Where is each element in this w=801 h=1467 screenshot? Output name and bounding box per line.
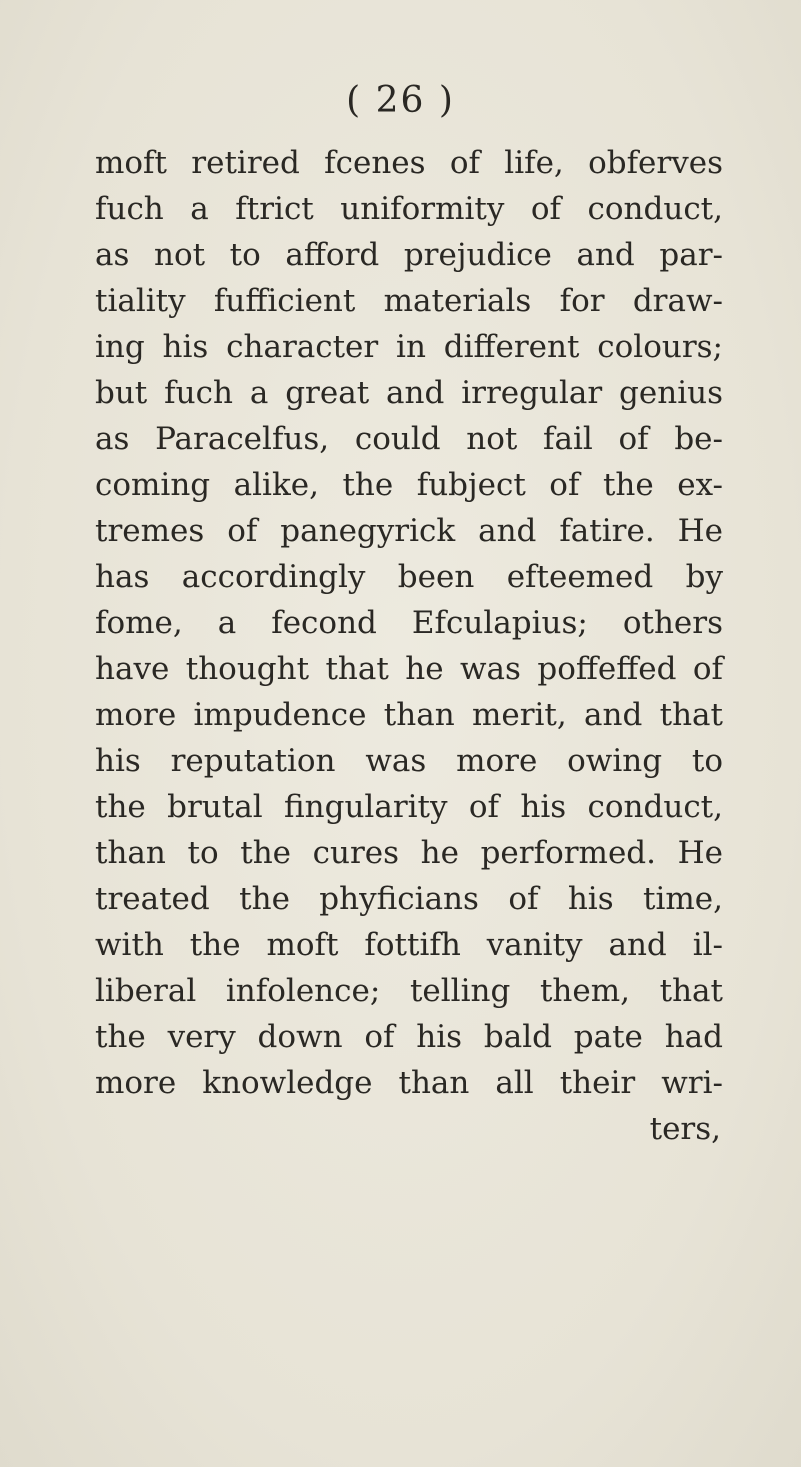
text-line: have thought that he was poffeffed of bbox=[95, 651, 723, 687]
text-line: his reputation was more owing to bbox=[95, 743, 723, 779]
text-line: tremes of panegyrick and fatire. He bbox=[95, 513, 723, 549]
text-line: coming alike, the fubject of the ex- bbox=[95, 467, 723, 503]
text-line: as Paracelfus, could not fail of be- bbox=[95, 421, 723, 457]
text-line: has accordingly been efteemed by bbox=[95, 559, 723, 595]
text-line: fuch a ftrict uniformity of conduct, bbox=[95, 191, 723, 227]
text-line: but fuch a great and irregular genius bbox=[95, 375, 723, 411]
text-line: with the moft fottifh vanity and il- bbox=[95, 927, 723, 963]
text-line: the very down of his bald pate had bbox=[95, 1019, 723, 1055]
text-line: as not to afford prejudice and par- bbox=[95, 237, 723, 273]
text-line: liberal infolence; telling them, that bbox=[95, 973, 723, 1009]
text-line: more knowledge than all their wri- bbox=[95, 1065, 723, 1101]
text-line: treated the phyficians of his time, bbox=[95, 881, 723, 917]
body-text bbox=[95, 140, 723, 1152]
text-line: more impudence than merit, and that bbox=[95, 697, 723, 733]
text-line: tiality fufficient materials for draw- bbox=[95, 283, 723, 319]
text-line: moft retired fcenes of life, obferves bbox=[95, 145, 723, 181]
text-line: the brutal fingularity of his conduct, bbox=[95, 789, 723, 825]
page-number: ( 26 ) bbox=[346, 80, 455, 121]
text-line: fome, a fecond Efculapius; others bbox=[95, 605, 723, 641]
text-line: ing his character in different colours; bbox=[95, 329, 723, 365]
catchword: ters, bbox=[649, 1111, 721, 1147]
text-line: than to the cures he performed. He bbox=[95, 835, 723, 871]
